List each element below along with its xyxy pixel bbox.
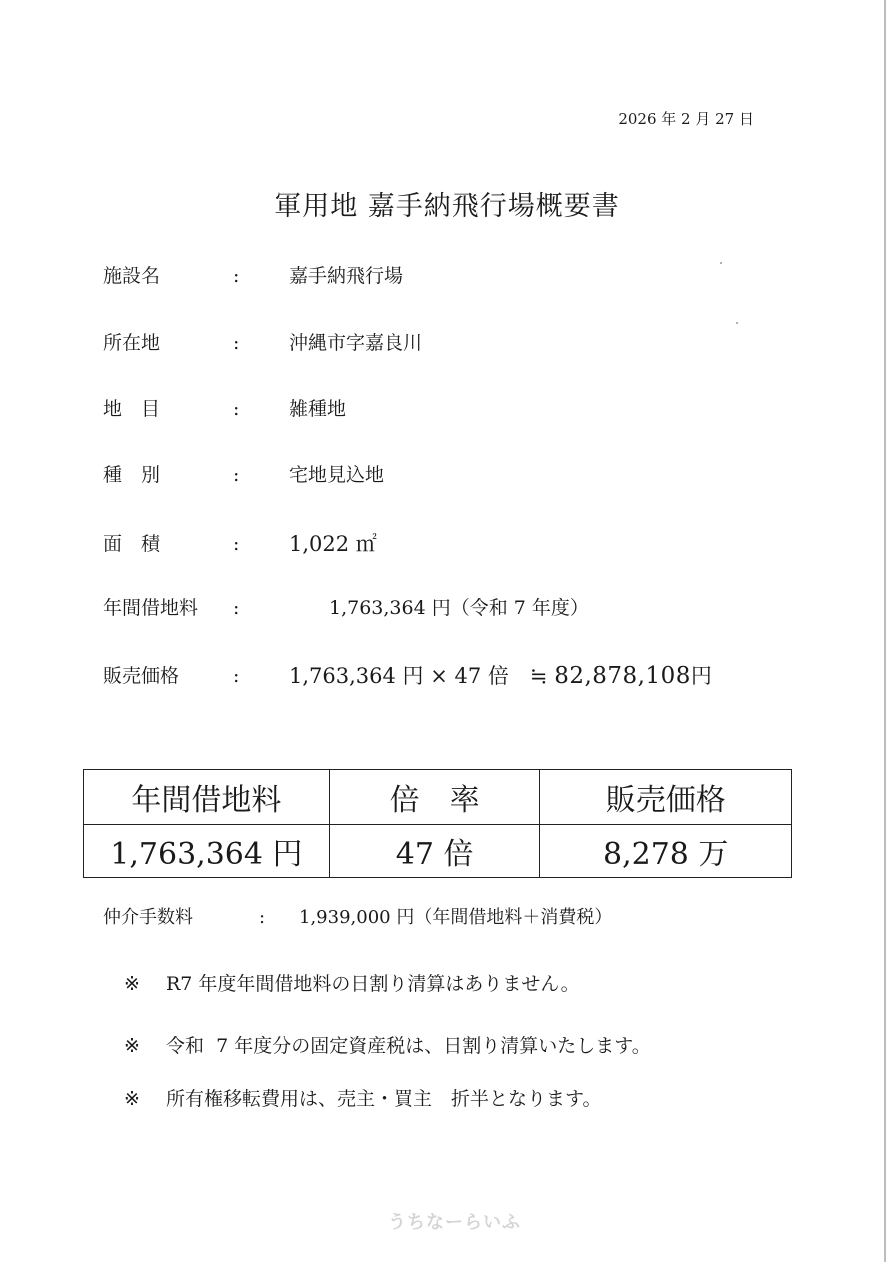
fee-value: 1,939,000 円（年間借地料＋消費税） bbox=[299, 907, 613, 928]
summary-header-multiplier: 倍 率 bbox=[329, 770, 540, 825]
note-item bbox=[124, 1032, 651, 1060]
field-label: 面 積 bbox=[103, 533, 161, 555]
note-mark: ※ bbox=[124, 1088, 140, 1110]
note-text: 所有権移転費用は、売主・買主 折半となります。 bbox=[166, 1088, 602, 1110]
field-value: 嘉手納飛行場 bbox=[289, 265, 404, 287]
field-value: 雑種地 bbox=[289, 398, 347, 420]
price-formula bbox=[289, 662, 712, 690]
price-formula-text: 1,763,364 円 × 47 倍 ≒ bbox=[289, 664, 548, 688]
note-item bbox=[124, 1085, 602, 1113]
field-label: 販売価格 bbox=[103, 665, 180, 687]
field-value: 宅地見込地 bbox=[289, 464, 385, 486]
field-value: 1,022 ㎡ bbox=[289, 532, 377, 556]
field-label: 地 目 bbox=[103, 398, 161, 420]
note-text: 令和 7 年度分の固定資産税は、日割り清算いたします。 bbox=[166, 1035, 651, 1057]
field-colon: : bbox=[233, 464, 240, 486]
field-colon: : bbox=[233, 265, 240, 287]
watermark-logo: うちなーらいふ bbox=[388, 1212, 521, 1233]
fee-colon: : bbox=[259, 907, 266, 928]
note-mark: ※ bbox=[124, 1035, 140, 1057]
note-mark: ※ bbox=[124, 973, 140, 995]
summary-header-sale-price: 販売価格 bbox=[540, 770, 792, 825]
field-colon: : bbox=[233, 398, 240, 420]
field-label: 年間借地料 bbox=[103, 597, 199, 619]
field-colon: : bbox=[233, 533, 240, 555]
summary-value-annual-rent: 1,763,364 円 bbox=[84, 825, 330, 878]
field-colon: : bbox=[233, 665, 240, 687]
summary-value-sale-price: 8,278 万 bbox=[540, 825, 792, 878]
note-text: R7 年度年間借地料の日割り清算はありません。 bbox=[166, 973, 580, 995]
document-date: 2026 年 2 月 27 日 bbox=[618, 110, 754, 128]
field-value: 沖縄市字嘉良川 bbox=[289, 332, 423, 354]
field-label: 施設名 bbox=[103, 265, 161, 287]
summary-table bbox=[83, 769, 792, 878]
field-value: 1,763,364 円（令和 7 年度） bbox=[329, 597, 589, 619]
summary-header-annual-rent: 年間借地料 bbox=[84, 770, 330, 825]
summary-header-row bbox=[84, 770, 792, 825]
summary-value-multiplier: 47 倍 bbox=[329, 825, 540, 878]
summary-value-row bbox=[84, 825, 792, 878]
scan-speck bbox=[736, 322, 738, 324]
document-title: 軍用地 嘉手納飛行場概要書 bbox=[274, 191, 620, 222]
note-item bbox=[124, 970, 580, 998]
field-label: 所在地 bbox=[103, 332, 161, 354]
field-label: 種 別 bbox=[103, 464, 161, 486]
price-result: 82,878,108 bbox=[554, 663, 691, 689]
fee-label: 仲介手数料 bbox=[103, 907, 193, 928]
field-colon: : bbox=[233, 332, 240, 354]
scan-speck bbox=[720, 262, 722, 264]
field-colon: : bbox=[233, 597, 240, 619]
price-unit: 円 bbox=[690, 664, 712, 688]
